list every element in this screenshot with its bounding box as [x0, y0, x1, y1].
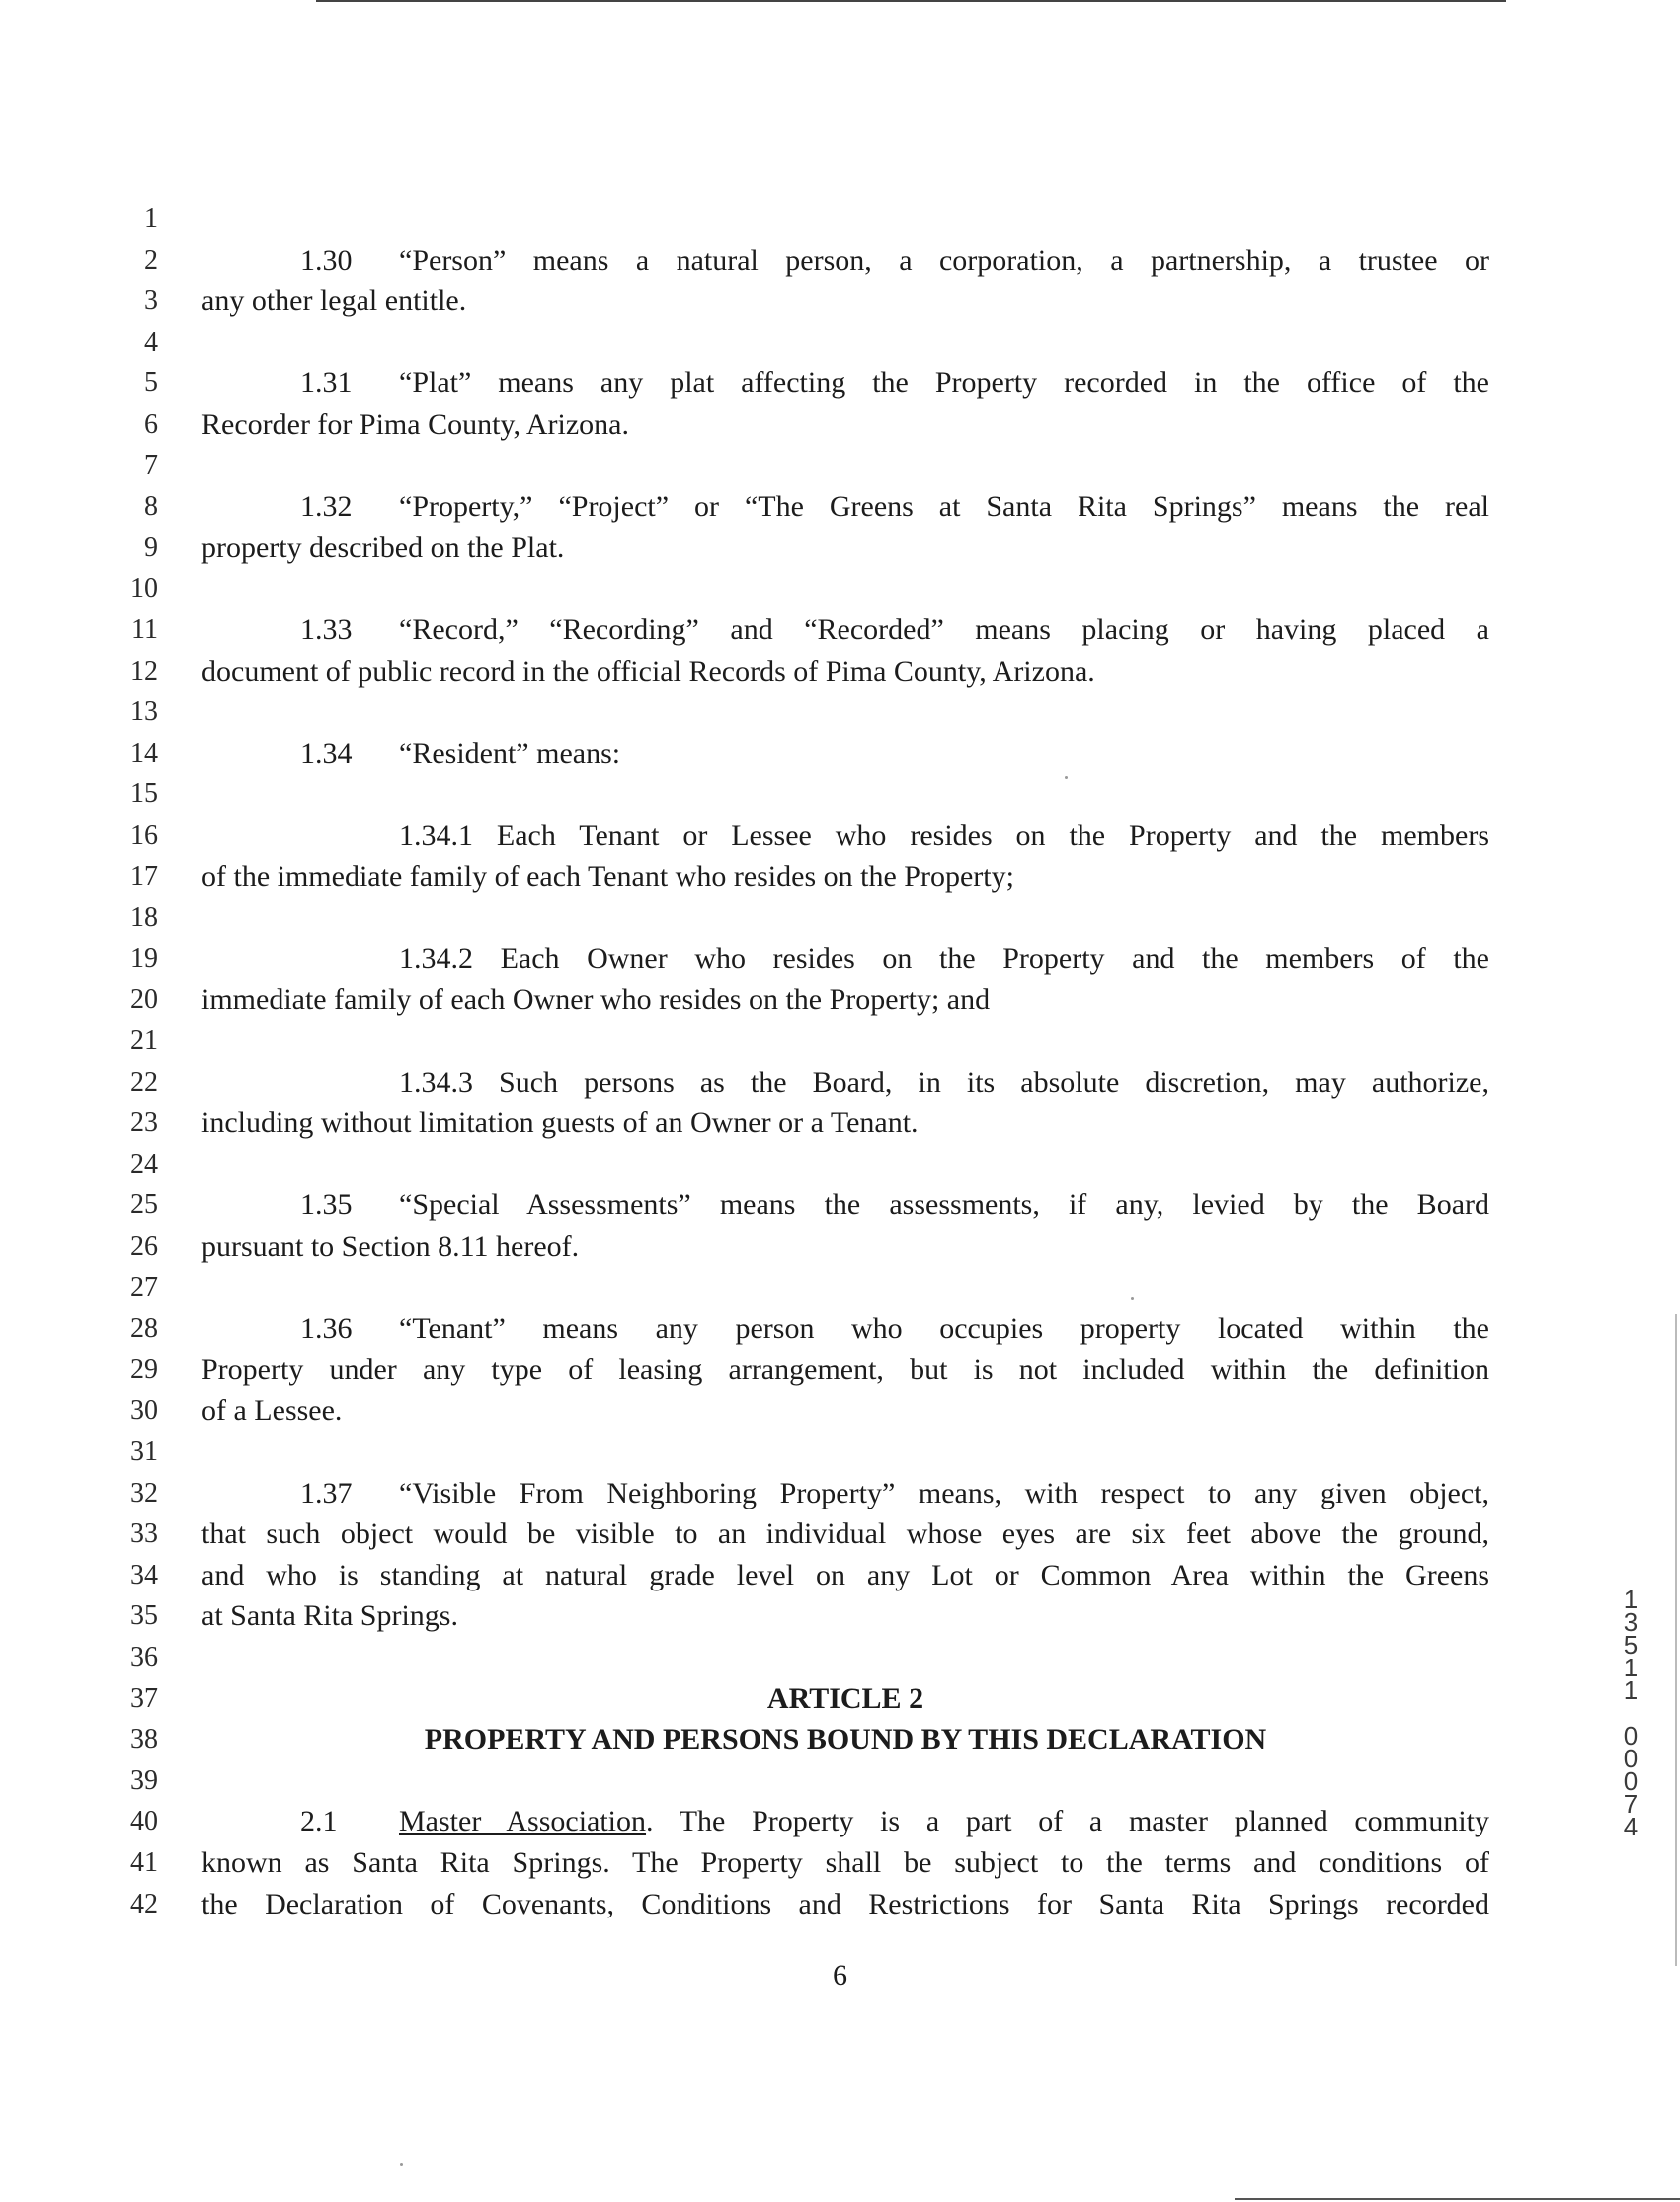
line-text	[201, 240, 1489, 282]
line-number: 31	[130, 1436, 158, 1467]
line-number: 9	[144, 531, 158, 563]
line-content: property described on the Plat.	[201, 530, 565, 564]
line-content: that such object would be visible to an individual whose eyes are six feet above the ground,	[201, 1517, 1489, 1551]
line-text	[201, 1555, 1489, 1596]
line-number: 4	[144, 326, 158, 358]
line-number: 29	[130, 1353, 158, 1385]
line-number: 5	[144, 367, 158, 399]
line-content: known as Santa Rita Springs. The Property shall be subject to the terms and conditions of	[201, 1846, 1489, 1879]
line-content: pursuant to Section 8.11 hereof.	[201, 1230, 580, 1263]
line-content: “Visible From Neighboring Property” means, with respect to any given object,	[399, 1476, 1489, 1509]
recording-stamp: 1 3 5 1 1 0 0 0 7 4	[1623, 1585, 1639, 1841]
line-number: 32	[130, 1477, 158, 1509]
line-text	[201, 610, 1489, 651]
line-number: 24	[130, 1148, 158, 1180]
line-number: 3	[144, 285, 158, 317]
line-number: 28	[130, 1313, 158, 1345]
article-title	[201, 1678, 1489, 1720]
line-text	[201, 363, 1489, 404]
line-content: “Record,” “Recording” and “Recorded” means placing or having placed a	[399, 613, 1489, 646]
scan-speck	[400, 2163, 403, 2166]
line-number: 6	[144, 409, 158, 440]
line-number: 21	[130, 1025, 158, 1056]
line-content: “Special Assessments” means the assessments, if any, levied by the Board	[399, 1188, 1489, 1222]
line-number: 34	[130, 1559, 158, 1590]
line-number: 33	[130, 1518, 158, 1550]
line-number: 42	[130, 1888, 158, 1919]
line-number: 10	[130, 573, 158, 605]
line-number: 40	[130, 1806, 158, 1837]
line-number: 36	[130, 1642, 158, 1672]
line-number: 37	[130, 1682, 158, 1714]
line-number: 17	[130, 860, 158, 892]
line-text	[201, 1390, 1489, 1431]
line-text	[201, 486, 1489, 528]
section-number: 1.30	[300, 243, 353, 277]
line-content: immediate family of each Owner who resides on the Property; and	[201, 983, 991, 1017]
line-number: 39	[130, 1764, 158, 1796]
section-number: 1.35	[300, 1188, 353, 1222]
line-content: . The Property is a part of a master planned community	[646, 1805, 1489, 1838]
line-text	[201, 1226, 1489, 1267]
line-text	[201, 1801, 1489, 1842]
line-text	[201, 1062, 1489, 1103]
top-scan-rule	[316, 0, 1506, 2]
line-text	[201, 1884, 1489, 1925]
line-text	[201, 404, 1489, 446]
line-number: 2	[144, 244, 158, 276]
line-number: 30	[130, 1395, 158, 1427]
line-text	[201, 1102, 1489, 1144]
line-content: and who is standing at natural grade level on any Lot or Common Area within the Greens	[201, 1558, 1489, 1591]
line-number: 16	[130, 820, 158, 851]
line-number: 8	[144, 491, 158, 523]
line-content: of the immediate family of each Tenant who resides on the Property;	[201, 859, 1014, 893]
line-content: “Property,” “Project” or “The Greens at Santa Rita Springs” means the real	[399, 490, 1489, 524]
line-number: 7	[144, 449, 158, 481]
line-text	[201, 1513, 1489, 1555]
line-content: at Santa Rita Springs.	[201, 1599, 458, 1633]
line-number: 13	[130, 696, 158, 728]
line-content: 1.34.3 Such persons as the Board, in its absolute discretion, may authorize,	[399, 1065, 1489, 1099]
line-number: 27	[130, 1271, 158, 1303]
line-content: the Declaration of Covenants, Conditions and Restrictions for Santa Rita Springs recorded	[201, 1887, 1489, 1920]
line-text	[201, 1842, 1489, 1884]
line-text	[201, 938, 1489, 980]
line-text	[201, 1308, 1489, 1349]
line-number: 1	[144, 204, 158, 234]
line-number: 20	[130, 984, 158, 1016]
line-content: “Person” means a natural person, a corporation, a partnership, a trustee or	[399, 243, 1489, 277]
right-scan-edge	[1675, 1314, 1677, 1966]
line-number: 23	[130, 1107, 158, 1139]
line-number: 11	[131, 614, 158, 645]
page-number: 6	[833, 1959, 847, 1992]
line-text	[201, 651, 1489, 693]
line-content: “Resident” means:	[399, 736, 621, 770]
line-text	[201, 815, 1489, 856]
line-text	[201, 856, 1489, 898]
section-number: 1.34	[300, 736, 353, 770]
line-content: ARTICLE 2	[766, 1681, 924, 1715]
line-number: 12	[130, 655, 158, 687]
line-content: “Plat” means any plat affecting the Property recorded in the office of the	[399, 367, 1489, 400]
line-content: document of public record in the official Records of Pima County, Arizona.	[201, 654, 1095, 688]
line-number: 25	[130, 1189, 158, 1221]
line-text	[201, 1473, 1489, 1514]
line-content: any other legal entitle.	[201, 285, 467, 318]
line-text	[201, 281, 1489, 322]
section-number: 2.1	[300, 1805, 338, 1838]
line-number: 22	[130, 1066, 158, 1098]
line-content: “Tenant” means any person who occupies property located within the	[399, 1312, 1489, 1346]
scan-speck	[1065, 776, 1068, 779]
line-text	[201, 528, 1489, 569]
line-number: 14	[130, 737, 158, 769]
line-number: 41	[130, 1847, 158, 1878]
line-content: 1.34.1 Each Tenant or Lessee who resides on the Property and the members	[399, 819, 1489, 852]
line-number: 19	[130, 942, 158, 974]
line-number: 18	[130, 902, 158, 934]
section-heading: Master Association	[399, 1805, 647, 1838]
line-text	[201, 1349, 1489, 1391]
section-number: 1.33	[300, 613, 353, 646]
line-content: Property under any type of leasing arrangement, but is not included within the definition	[201, 1352, 1489, 1386]
line-text	[201, 1184, 1489, 1226]
section-number: 1.32	[300, 490, 353, 524]
line-number: 26	[130, 1231, 158, 1262]
line-number: 38	[130, 1724, 158, 1755]
line-number: 15	[130, 778, 158, 810]
section-number: 1.36	[300, 1312, 353, 1346]
line-content: Recorder for Pima County, Arizona.	[201, 408, 629, 441]
line-text	[201, 979, 1489, 1020]
section-number: 1.31	[300, 367, 353, 400]
line-content: including without limitation guests of an Owner or a Tenant.	[201, 1106, 919, 1140]
bottom-scan-rule	[1235, 2198, 1680, 2200]
article-heading	[201, 1719, 1489, 1760]
line-number: 35	[130, 1600, 158, 1632]
line-text	[201, 1595, 1489, 1637]
scan-speck	[1131, 1297, 1134, 1300]
line-content: 1.34.2 Each Owner who resides on the Property and the members of the	[399, 941, 1489, 975]
section-number: 1.37	[300, 1476, 353, 1509]
line-text	[201, 733, 1489, 775]
line-content: PROPERTY AND PERSONS BOUND BY THIS DECLARATION	[424, 1723, 1267, 1756]
line-content: of a Lessee.	[201, 1394, 343, 1427]
